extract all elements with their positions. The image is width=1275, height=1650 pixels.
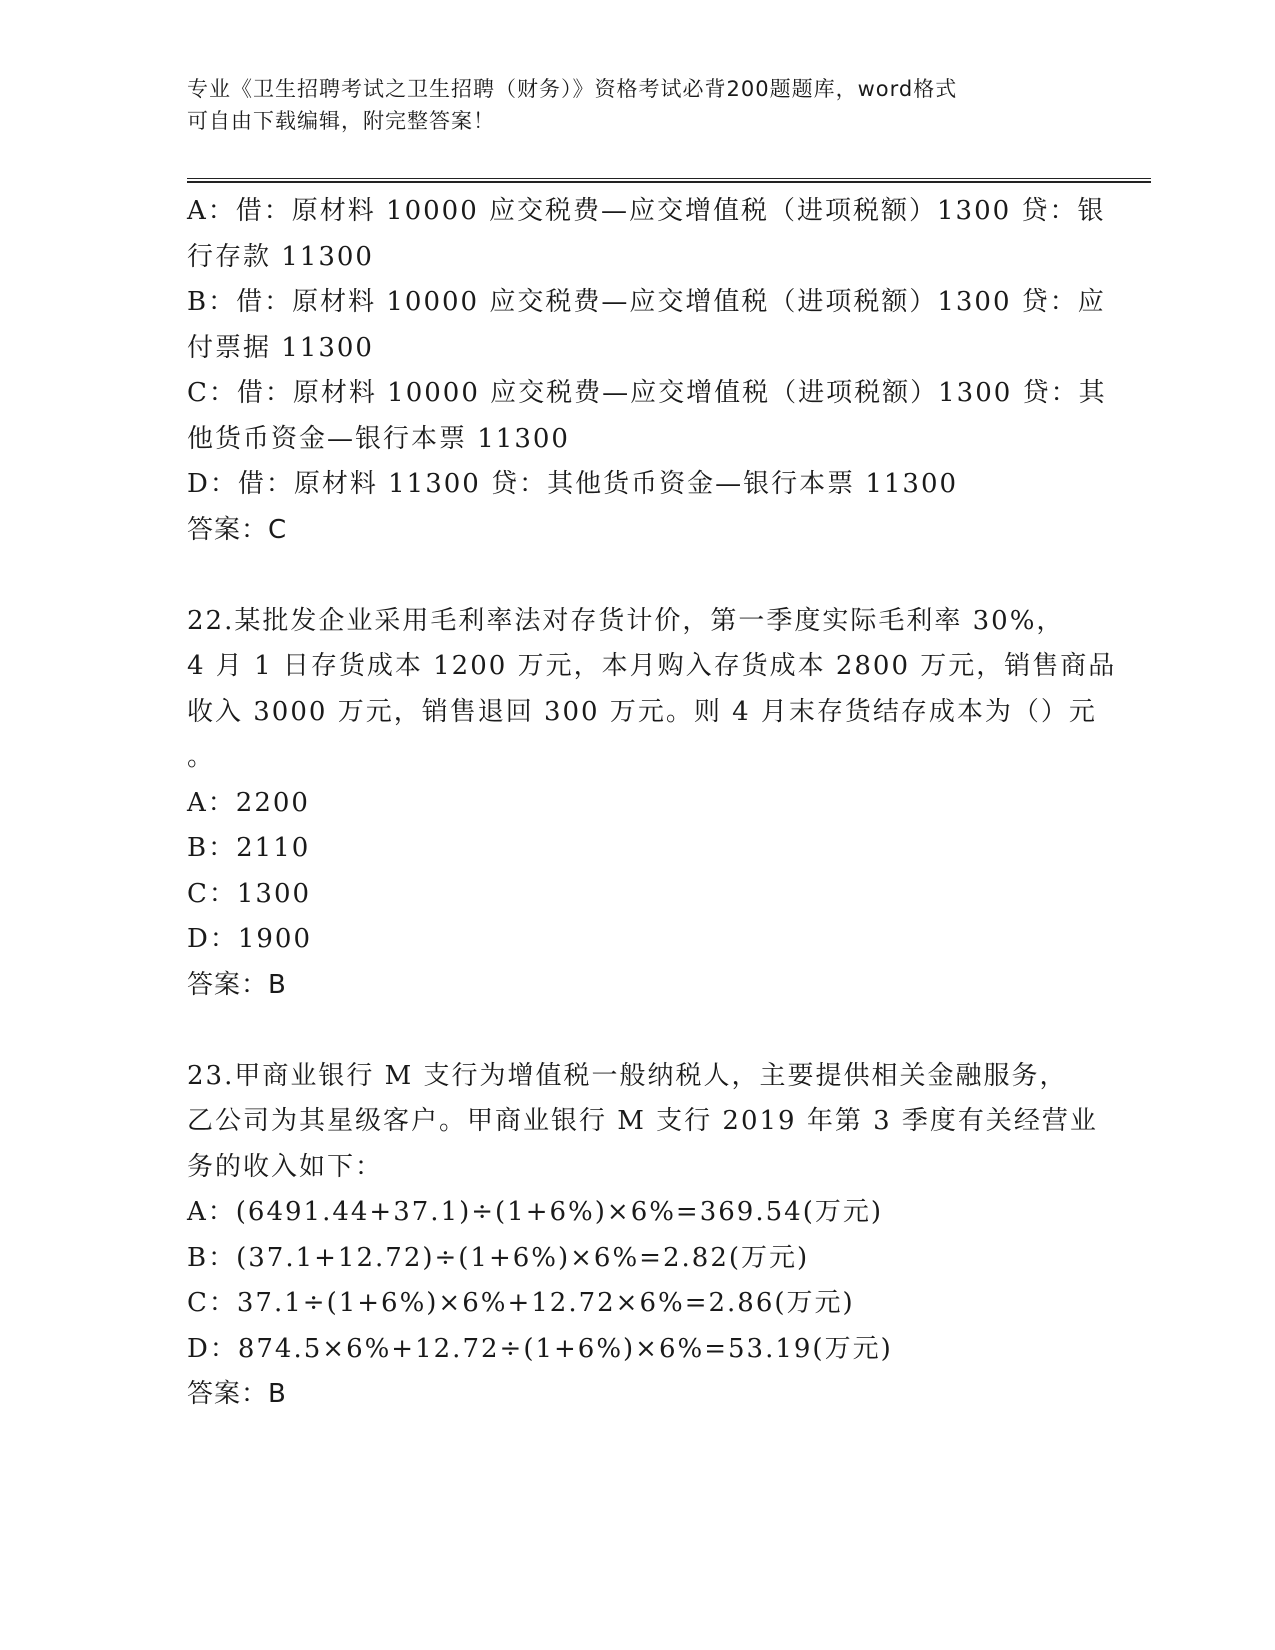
option-line: C：借：原材料 10000 应交税费—应交增值税（进项税额）1300 贷：其	[187, 378, 1107, 408]
answer-21: 答案：C	[187, 514, 288, 545]
option-line: D：1900	[187, 924, 313, 954]
header-divider	[187, 178, 1151, 183]
stem-line: 收入 3000 万元，销售退回 300 万元。则 4 月末存货结存成本为（）元	[187, 696, 1097, 727]
header-line-1: 专业《卫生招聘考试之卫生招聘（财务）》资格考试必背200题题库，word格式	[187, 77, 958, 101]
option-line: D：借：原材料 11300 贷：其他货币资金—银行本票 11300	[187, 469, 959, 499]
option-line: 他货币资金—银行本票 11300	[187, 423, 570, 454]
question-23	[187, 1054, 1098, 1418]
stem-line: 。	[187, 742, 216, 772]
question-content	[187, 189, 1117, 1418]
answer-22: 答案：B	[187, 969, 287, 1000]
option-line: A：2200	[187, 787, 310, 818]
page-header	[187, 73, 1057, 137]
option-line: C：37.1÷(1+6%)×6%+12.72×6%=2.86(万元)	[187, 1288, 855, 1318]
spacer	[187, 1008, 1087, 1054]
spacer	[187, 553, 1087, 599]
option-line: 行存款 11300	[187, 241, 374, 272]
header-line-2: 可自由下载编辑，附完整答案！	[187, 109, 495, 133]
option-line: B：(37.1+12.72)÷(1+6%)×6%=2.82(万元)	[187, 1242, 810, 1273]
option-line: A：(6491.44+37.1)÷(1+6%)×6%=369.54(万元)	[187, 1197, 883, 1227]
option-line: C：1300	[187, 878, 312, 909]
option-line: 付票据 11300	[187, 332, 374, 363]
stem-line: 务的收入如下：	[187, 1151, 384, 1182]
stem-line: 4 月 1 日存货成本 1200 万元，本月购入存货成本 2800 万元，销售商品	[187, 651, 1117, 681]
stem-line: 乙公司为其星级客户。甲商业银行 M 支行 2019 年第 3 季度有关经营业	[187, 1106, 1098, 1136]
option-line: D：874.5×6%+12.72÷(1+6%)×6%=53.19(万元)	[187, 1333, 893, 1364]
answer-23: 答案：B	[187, 1379, 287, 1409]
option-line: A：借：原材料 10000 应交税费—应交增值税（进项税额）1300 贷：银	[187, 196, 1106, 226]
question-21	[187, 189, 1107, 553]
stem-line: 23.甲商业银行 M 支行为增值税一般纳税人，主要提供相关金融服务，	[187, 1060, 1068, 1091]
option-line: B：借：原材料 10000 应交税费—应交增值税（进项税额）1300 贷：应	[187, 287, 1106, 317]
option-line: B：2110	[187, 833, 311, 863]
stem-line: 22.某批发企业采用毛利率法对存货计价，第一季度实际毛利率 30%，	[187, 605, 1065, 636]
question-22	[187, 599, 1117, 1009]
